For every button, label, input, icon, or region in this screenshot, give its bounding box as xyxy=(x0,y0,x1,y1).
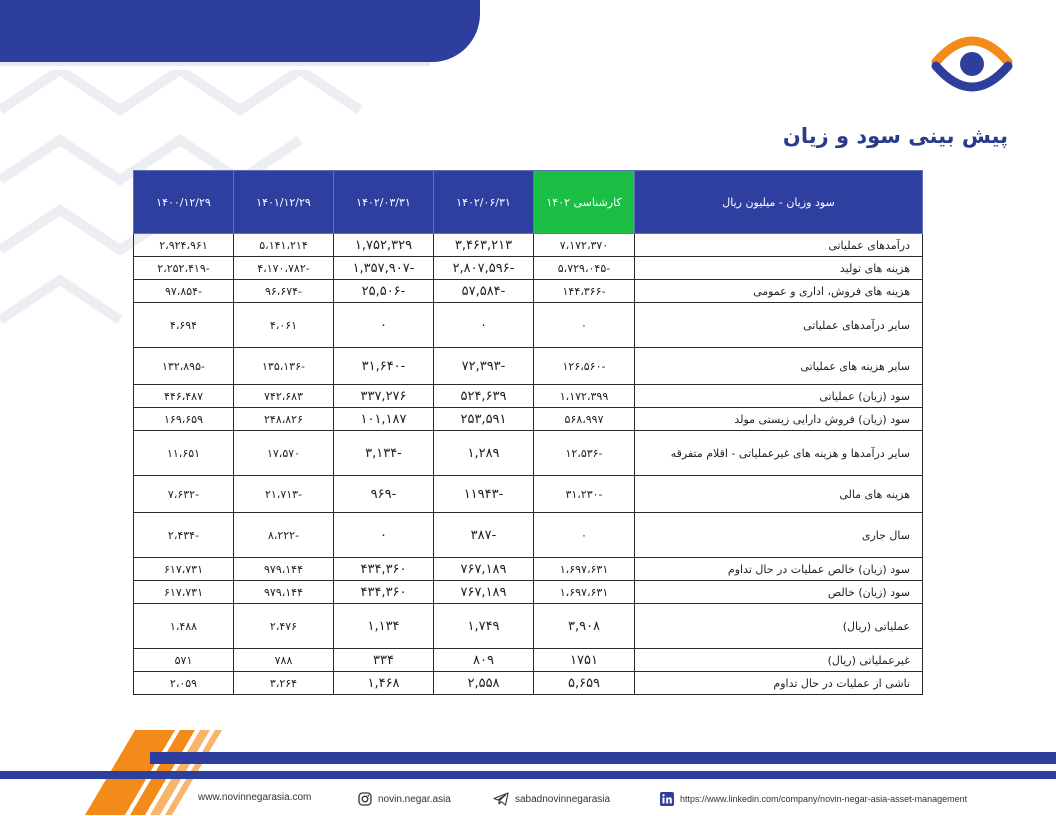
row-label: هزینه های فروش، اداری و عمومی xyxy=(635,280,923,303)
cell: ۸۰۹ xyxy=(434,649,534,672)
header-1402-03-31: ۱۴۰۲/۰۳/۳۱ xyxy=(334,171,434,234)
top-accent-line xyxy=(0,62,430,66)
cell: ۱۶۹،۶۵۹ xyxy=(134,408,234,431)
cell: ۳،۲۶۴ xyxy=(234,672,334,695)
cell: ۱,۷۴۹ xyxy=(434,604,534,649)
row-label: ناشی از عملیات در حال تداوم xyxy=(635,672,923,695)
cell: ۲,۵۵۸ xyxy=(434,672,534,695)
cell: -۹۶۹ xyxy=(334,476,434,513)
instagram-text[interactable]: novin.negar.asia xyxy=(378,793,451,805)
cell: ۳۳۴ xyxy=(334,649,434,672)
cell: -۳۱,۶۴۰ xyxy=(334,348,434,385)
row-label: سال جاری xyxy=(635,513,923,558)
table-row xyxy=(134,604,923,649)
row-label: عملیاتی (ریال) xyxy=(635,604,923,649)
cell: -۱۲۶،۵۶۰ xyxy=(534,348,635,385)
cell: -۱۴۴،۳۶۶ xyxy=(534,280,635,303)
cell: -۴،۱۷۰،۷۸۲ xyxy=(234,257,334,280)
row-label: سود (زیان) فروش دارایی زیستی مولد xyxy=(635,408,923,431)
cell: -۳۱،۲۳۰ xyxy=(534,476,635,513)
company-logo xyxy=(930,28,1014,100)
cell: ۶۱۷،۷۳۱ xyxy=(134,581,234,604)
cell: ۱,۲۸۹ xyxy=(434,431,534,476)
cell: ۰ xyxy=(434,303,534,348)
cell: ۶۱۷،۷۳۱ xyxy=(134,558,234,581)
cell: -۱,۳۵۷,۹۰۷ xyxy=(334,257,434,280)
table-row xyxy=(134,476,923,513)
cell: ۱۷،۵۷۰ xyxy=(234,431,334,476)
cell: ۷۶۷,۱۸۹ xyxy=(434,581,534,604)
cell: ۷۸۸ xyxy=(234,649,334,672)
linkedin-icon xyxy=(660,792,674,806)
table-row xyxy=(134,385,923,408)
cell: ۷۴۲،۶۸۳ xyxy=(234,385,334,408)
cell: ۱,۱۳۴ xyxy=(334,604,434,649)
cell: ۱۷۵۱ xyxy=(534,649,635,672)
table-row xyxy=(134,348,923,385)
cell: ۴۳۴,۳۶۰ xyxy=(334,558,434,581)
page-title: پیش بینی سود و زیان xyxy=(782,124,1008,148)
header-item: سود وزیان - میلیون ریال xyxy=(635,171,923,234)
cell: -۱۲،۵۳۶ xyxy=(534,431,635,476)
cell: -۸،۲۲۲ xyxy=(234,513,334,558)
cell: ۱،۶۹۷،۶۳۱ xyxy=(534,581,635,604)
row-label: سایر هزینه های عملیاتی xyxy=(635,348,923,385)
website-text[interactable]: www.novinnegarasia.com xyxy=(198,792,312,803)
cell: -۳,۱۳۴ xyxy=(334,431,434,476)
cell: ۳,۴۶۳,۲۱۳ xyxy=(434,234,534,257)
cell: ۴۳۴,۳۶۰ xyxy=(334,581,434,604)
cell: ۱,۷۵۲,۳۲۹ xyxy=(334,234,434,257)
instagram-icon xyxy=(358,792,372,806)
cell: -۵۷,۵۸۴ xyxy=(434,280,534,303)
table-row xyxy=(134,513,923,558)
table-row xyxy=(134,431,923,476)
cell: -۹۷،۸۵۴ xyxy=(134,280,234,303)
cell: ۹۷۹،۱۴۴ xyxy=(234,581,334,604)
row-label: سود (زیان) خالص xyxy=(635,581,923,604)
linkedin-text[interactable]: https://www.linkedin.com/company/novin-negar-asia-asset-management xyxy=(680,794,968,804)
table-row xyxy=(134,280,923,303)
row-label: غیرعملیاتی (ریال) xyxy=(635,649,923,672)
header-1401-12-29: ۱۴۰۱/۱۲/۲۹ xyxy=(234,171,334,234)
cell: -۲,۸۰۷,۵۹۶ xyxy=(434,257,534,280)
table-row xyxy=(134,581,923,604)
cell: -۱۳۵،۱۳۶ xyxy=(234,348,334,385)
cell: ۰ xyxy=(534,303,635,348)
cell: ۹۷۹،۱۴۴ xyxy=(234,558,334,581)
cell: ۷۶۷,۱۸۹ xyxy=(434,558,534,581)
cell: ۱،۶۹۷،۶۳۱ xyxy=(534,558,635,581)
row-label: هزینه های تولید xyxy=(635,257,923,280)
cell: ۲،۴۷۶ xyxy=(234,604,334,649)
cell: ۵۲۴,۶۳۹ xyxy=(434,385,534,408)
cell: ۲۴۸،۸۲۶ xyxy=(234,408,334,431)
cell: -۱۱۹۴۳ xyxy=(434,476,534,513)
header-1402-06-31: ۱۴۰۲/۰۶/۳۱ xyxy=(434,171,534,234)
cell: -۲،۴۳۴ xyxy=(134,513,234,558)
cell: ۱۱،۶۵۱ xyxy=(134,431,234,476)
cell: -۷،۶۳۲ xyxy=(134,476,234,513)
footer-links xyxy=(198,792,1028,810)
cell: ۴،۰۶۱ xyxy=(234,303,334,348)
row-label: سایر درآمدها و هزینه های غیرعملیاتی - اقلام متفرقه xyxy=(635,431,923,476)
cell: ۷،۱۷۲،۳۷۰ xyxy=(534,234,635,257)
footer-bar-top xyxy=(150,752,1056,764)
cell: ۴۴۶،۴۸۷ xyxy=(134,385,234,408)
cell: -۲۵,۵۰۶ xyxy=(334,280,434,303)
row-label: سایر درآمدهای عملیاتی xyxy=(635,303,923,348)
table-row xyxy=(134,649,923,672)
cell: -۲،۲۵۲،۴۱۹ xyxy=(134,257,234,280)
cell: ۳,۹۰۸ xyxy=(534,604,635,649)
cell: ۱،۱۷۲،۳۹۹ xyxy=(534,385,635,408)
cell: -۲۱،۷۱۳ xyxy=(234,476,334,513)
cell: ۰ xyxy=(534,513,635,558)
cell: ۵,۶۵۹ xyxy=(534,672,635,695)
row-label: سود (زیان) عملیاتی xyxy=(635,385,923,408)
cell: ۵۶۸،۹۹۷ xyxy=(534,408,635,431)
row-label: سود (زیان) خالص عملیات در حال تداوم xyxy=(635,558,923,581)
cell: ۵،۱۴۱،۲۱۴ xyxy=(234,234,334,257)
row-label: درآمدهای عملیاتی xyxy=(635,234,923,257)
cell: ۲۵۳,۵۹۱ xyxy=(434,408,534,431)
cell: -۹۶،۶۷۴ xyxy=(234,280,334,303)
linkedin-link[interactable] xyxy=(660,792,967,806)
cell: -۵،۷۲۹،۰۴۵ xyxy=(534,257,635,280)
cell: ۰ xyxy=(334,303,434,348)
header-1400-12-29: ۱۴۰۰/۱۲/۲۹ xyxy=(134,171,234,234)
footer-bar-bottom xyxy=(0,771,1056,779)
website-link[interactable] xyxy=(198,792,311,803)
cell: ۰ xyxy=(334,513,434,558)
table-row xyxy=(134,672,923,695)
cell: ۱۰۱,۱۸۷ xyxy=(334,408,434,431)
cell: ۵۷۱ xyxy=(134,649,234,672)
table-row xyxy=(134,408,923,431)
cell: -۱۳۲،۸۹۵ xyxy=(134,348,234,385)
instagram-link[interactable] xyxy=(358,792,451,806)
table-header-row xyxy=(134,171,923,234)
cell: ۱،۴۸۸ xyxy=(134,604,234,649)
cell: ۳۳۷,۲۷۶ xyxy=(334,385,434,408)
table-row xyxy=(134,558,923,581)
cell: ۱,۴۶۸ xyxy=(334,672,434,695)
cell: ۲،۰۵۹ xyxy=(134,672,234,695)
cell: ۴،۶۹۴ xyxy=(134,303,234,348)
header-forecast-1402: کارشناسی ۱۴۰۲ xyxy=(534,171,635,234)
cell: -۷۲,۳۹۳ xyxy=(434,348,534,385)
cell: -۳۸۷ xyxy=(434,513,534,558)
telegram-link[interactable] xyxy=(493,792,610,806)
income-statement-table xyxy=(133,170,922,695)
cell: ۲،۹۲۴،۹۶۱ xyxy=(134,234,234,257)
table-row xyxy=(134,234,923,257)
top-banner xyxy=(0,0,480,62)
table-row xyxy=(134,303,923,348)
telegram-icon xyxy=(493,792,509,806)
table-row xyxy=(134,257,923,280)
row-label: هزینه های مالی xyxy=(635,476,923,513)
telegram-text[interactable]: sabadnovinnegarasia xyxy=(515,793,611,805)
